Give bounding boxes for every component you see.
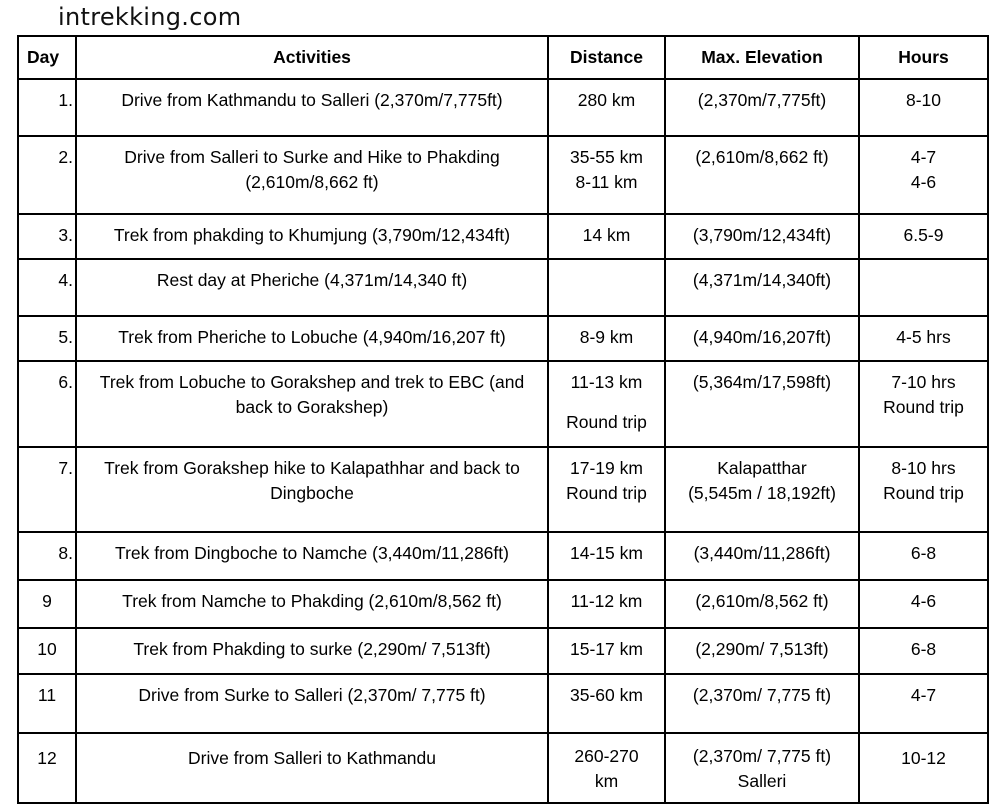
table-row [18, 316, 988, 361]
distance-cell [548, 259, 665, 316]
distance-value: Round trip [566, 412, 647, 432]
elevation-value: (2,370m/ 7,775 ft) [692, 746, 832, 766]
hours-value: 4-7 [910, 147, 937, 167]
distance-cell [548, 361, 665, 447]
hours-value: Round trip [883, 397, 964, 417]
table-row [18, 361, 988, 447]
elevation-value: (4,371m/14,340ft) [692, 270, 832, 290]
elevation-cell [665, 259, 859, 316]
elevation-cell [665, 136, 859, 214]
elevation-value: (2,370m/7,775ft) [697, 90, 827, 110]
elevation-value: (2,610m/8,662 ft) [695, 147, 829, 167]
distance-value: 17-19 km [570, 458, 643, 478]
day-cell: 6. [18, 361, 76, 447]
distance-value: 11-12 km [570, 591, 643, 611]
elevation-cell [665, 532, 859, 580]
distance-value: Round trip [566, 483, 647, 503]
activity-cell: Drive from Salleri to Surke and Hike to Phakding (2,610m/8,662 ft) [76, 136, 548, 214]
elevation-value: (2,610m/8,562 ft) [695, 591, 829, 611]
distance-cell [548, 733, 665, 803]
distance-value: 14 km [582, 225, 631, 245]
distance-value: 8-11 km [575, 172, 638, 192]
activity-cell: Drive from Surke to Salleri (2,370m/ 7,775 ft) [76, 674, 548, 733]
day-cell: 2. [18, 136, 76, 214]
elevation-value: (2,370m/ 7,775 ft) [692, 685, 832, 705]
hours-value: 6-8 [910, 543, 937, 563]
hours-value: 7-10 hrs [891, 372, 956, 392]
hours-value: 4-6 [910, 172, 937, 192]
activity-cell: Drive from Salleri to Kathmandu [76, 733, 548, 803]
header-hours: Hours [859, 36, 988, 79]
hours-cell [859, 532, 988, 580]
site-watermark: intrekking.com [58, 3, 242, 31]
distance-cell [548, 79, 665, 136]
elevation-cell [665, 214, 859, 259]
hours-value: 10-12 [901, 748, 946, 768]
elevation-cell [665, 79, 859, 136]
hours-cell [859, 628, 988, 674]
hours-value: 6-8 [910, 639, 937, 659]
distance-cell [548, 447, 665, 532]
table-row [18, 628, 988, 674]
activity-cell: Rest day at Pheriche (4,371m/14,340 ft) [76, 259, 548, 316]
distance-value: 8-9 km [579, 327, 634, 347]
day-cell: 5. [18, 316, 76, 361]
hours-value: 4-7 [910, 685, 937, 705]
elevation-value: (5,364m/17,598ft) [692, 372, 832, 392]
header-row [18, 36, 988, 79]
day-cell: 9 [18, 580, 76, 628]
day-cell: 7. [18, 447, 76, 532]
hours-value: 8-10 [905, 90, 942, 110]
table-row [18, 214, 988, 259]
itinerary-table [17, 35, 989, 804]
header-day: Day [18, 36, 76, 79]
hours-cell [859, 136, 988, 214]
day-cell: 1. [18, 79, 76, 136]
distance-cell [548, 214, 665, 259]
table-row [18, 733, 988, 803]
distance-value: 14-15 km [570, 543, 643, 563]
table-row [18, 532, 988, 580]
hours-cell [859, 674, 988, 733]
hours-cell [859, 733, 988, 803]
hours-cell [859, 79, 988, 136]
hours-value: 6.5-9 [903, 225, 944, 245]
distance-value: 260-270 [574, 746, 639, 766]
elevation-value: (2,290m/ 7,513ft) [695, 639, 829, 659]
elevation-cell [665, 674, 859, 733]
table-row [18, 136, 988, 214]
table-row [18, 79, 988, 136]
hours-cell [859, 259, 988, 316]
header-distance: Distance [548, 36, 665, 79]
activity-cell: Trek from Phakding to surke (2,290m/ 7,513ft) [76, 628, 548, 674]
hours-cell [859, 361, 988, 447]
elevation-value: (3,440m/11,286ft) [693, 543, 831, 563]
elevation-value: Salleri [737, 771, 787, 791]
distance-cell [548, 532, 665, 580]
distance-cell [548, 136, 665, 214]
activity-cell: Trek from Gorakshep hike to Kalapathhar and back to Dingboche [76, 447, 548, 532]
activity-cell: Trek from Namche to Phakding (2,610m/8,562 ft) [76, 580, 548, 628]
table-row [18, 259, 988, 316]
activity-cell: Trek from Lobuche to Gorakshep and trek to EBC (and back to Gorakshep) [76, 361, 548, 447]
hours-value: Round trip [883, 483, 964, 503]
day-cell: 12 [18, 733, 76, 803]
distance-value: km [594, 771, 619, 791]
elevation-cell [665, 361, 859, 447]
elevation-cell [665, 580, 859, 628]
hours-cell [859, 580, 988, 628]
elevation-value: (4,940m/16,207ft) [692, 327, 832, 347]
activity-cell: Trek from phakding to Khumjung (3,790m/12,434ft) [76, 214, 548, 259]
distance-value: 35-60 km [570, 685, 643, 705]
day-cell: 8. [18, 532, 76, 580]
day-cell: 3. [18, 214, 76, 259]
hours-value: 8-10 hrs [891, 458, 956, 478]
table-row [18, 580, 988, 628]
distance-cell [548, 580, 665, 628]
elevation-value: Kalapatthar [717, 458, 807, 478]
header-elevation: Max. Elevation [665, 36, 859, 79]
elevation-cell [665, 447, 859, 532]
elevation-cell [665, 316, 859, 361]
header-activities: Activities [76, 36, 548, 79]
day-cell: 4. [18, 259, 76, 316]
distance-cell [548, 316, 665, 361]
table-row [18, 674, 988, 733]
day-cell: 10 [18, 628, 76, 674]
distance-value: 35-55 km [570, 147, 643, 167]
elevation-value: (3,790m/12,434ft) [692, 225, 832, 245]
hours-value: 4-6 [910, 591, 937, 611]
distance-value: 15-17 km [570, 639, 643, 659]
elevation-cell [665, 733, 859, 803]
hours-cell [859, 316, 988, 361]
activity-cell: Drive from Kathmandu to Salleri (2,370m/7,775ft) [76, 79, 548, 136]
day-cell: 11 [18, 674, 76, 733]
distance-cell [548, 628, 665, 674]
distance-value: 280 km [577, 90, 636, 110]
activity-cell: Trek from Pheriche to Lobuche (4,940m/16,207 ft) [76, 316, 548, 361]
distance-value: 11-13 km [570, 372, 643, 392]
activity-cell: Trek from Dingboche to Namche (3,440m/11,286ft) [76, 532, 548, 580]
hours-cell [859, 214, 988, 259]
hours-cell [859, 447, 988, 532]
elevation-cell [665, 628, 859, 674]
table-row [18, 447, 988, 532]
distance-cell [548, 674, 665, 733]
hours-value: 4-5 hrs [896, 327, 951, 347]
elevation-value: (5,545m / 18,192ft) [688, 483, 836, 503]
